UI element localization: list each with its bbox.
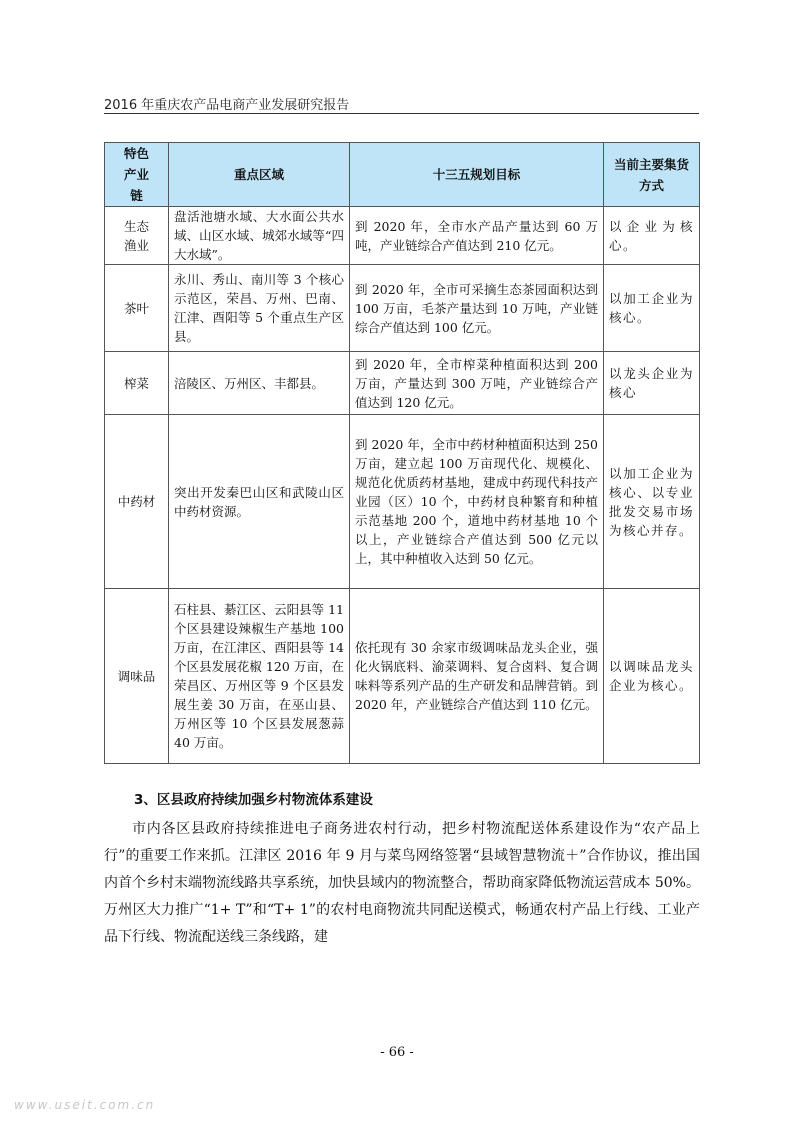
- table-row: [105, 415, 700, 589]
- row-hub: 以龙头企业为核心: [604, 352, 700, 415]
- header-region: 重点区域: [169, 143, 350, 207]
- running-header: 2016 年重庆农产品电商产业发展研究报告: [104, 98, 350, 113]
- row-region: 涪陵区、万州区、丰都县。: [169, 352, 350, 415]
- table-header-row: [105, 143, 700, 207]
- section-heading: 3、区县政府持续加强乡村物流体系建设: [134, 792, 373, 808]
- industry-chain-table: [104, 142, 700, 764]
- row-target: 依托现有 30 余家市级调味品龙头企业，强化火锅底料、渝菜调料、复合卤料、复合调味料等系列产品的生产研发和品牌营销。到 2020 年，产业链综合产值达到 110 亿元。: [350, 589, 604, 764]
- table-row: [105, 265, 700, 352]
- row-category: 榨菜: [105, 352, 169, 415]
- row-hub: 以加工企业为核心。: [604, 265, 700, 352]
- row-target: 到 2020 年，全市可采摘生态茶园面积达到 100 万亩，毛茶产量达到 10 万吨，产业链综合产值达到 100 亿元。: [350, 265, 604, 352]
- row-region: 盘活池塘水域、大水面公共水域、山区水域、城郊水域等“四大水域”。: [169, 207, 350, 265]
- row-category: 调味品: [105, 589, 169, 764]
- row-hub: 以调味品龙头企业为核心。: [604, 589, 700, 764]
- site-watermark: www.useit.com.cn: [14, 1098, 156, 1112]
- table-row: [105, 589, 700, 764]
- row-target: 到 2020 年，全市水产品产量达到 60 万吨，产业链综合产值达到 210 亿元。: [350, 207, 604, 265]
- table-row: [105, 352, 700, 415]
- row-hub: 以企业为核心。: [604, 207, 700, 265]
- row-category: 生态渔业: [105, 207, 169, 265]
- page-number: - 66 -: [380, 1045, 414, 1060]
- header-hub: 当前主要集货方式: [604, 143, 700, 207]
- row-category: 中药材: [105, 415, 169, 589]
- row-target: 到 2020 年，全市中药材种植面积达到 250 万亩，建立起 100 万亩现代化、规模化、规范化优质药材基地，建成中药现代科技产业园（区）10 个，中药材良种繁育和种植示范基地 200 个，道地中药材基地 10 个以上，产业链综合产值达到 500 亿元以上，其中种植收入达到 50 亿元。: [350, 415, 604, 589]
- header-rule: [104, 113, 699, 114]
- table-row: [105, 207, 700, 265]
- body-paragraph: 市内各区县政府持续推进电子商务进农村行动，把乡村物流配送体系建设作为“农产品上行”的重要工作来抓。江津区 2016 年 9 月与菜鸟网络签署“县域智慧物流＋”合作协议，推出国内首个乡村末端物流线路共享系统，加快县域内的物流整合，帮助商家降低物流运营成本 50%。万州区大力推广“1+ T”和“T+ 1”的农村电商物流共同配送模式，畅通农村产品上行线、工业产品下行线、物流配送线三条线路，建: [104, 821, 700, 945]
- row-region: 突出开发秦巴山区和武陵山区中药材资源。: [169, 415, 350, 589]
- row-category: 茶叶: [105, 265, 169, 352]
- row-region: 石柱县、綦江区、云阳县等 11 个区县建设辣椒生产基地 100 万亩，在江津区、酉阳县等 14 个区县发展花椒 120 万亩，在荣昌区、万州区等 9 个区县发展生姜 30 万亩，在巫山县、万州区等 10 个区县发展葱蒜 40 万亩。: [169, 589, 350, 764]
- header-target: 十三五规划目标: [350, 143, 604, 207]
- header-category: 特色产业链: [105, 143, 169, 207]
- row-hub: 以加工企业为核心、以专业批发交易市场为核心并存。: [604, 415, 700, 589]
- row-region: 永川、秀山、南川等 3 个核心示范区，荣昌、万州、巴南、江津、酉阳等 5 个重点生产区县。: [169, 265, 350, 352]
- row-target: 到 2020 年，全市榨菜种植面积达到 200 万亩，产量达到 300 万吨，产业链综合产值达到 120 亿元。: [350, 352, 604, 415]
